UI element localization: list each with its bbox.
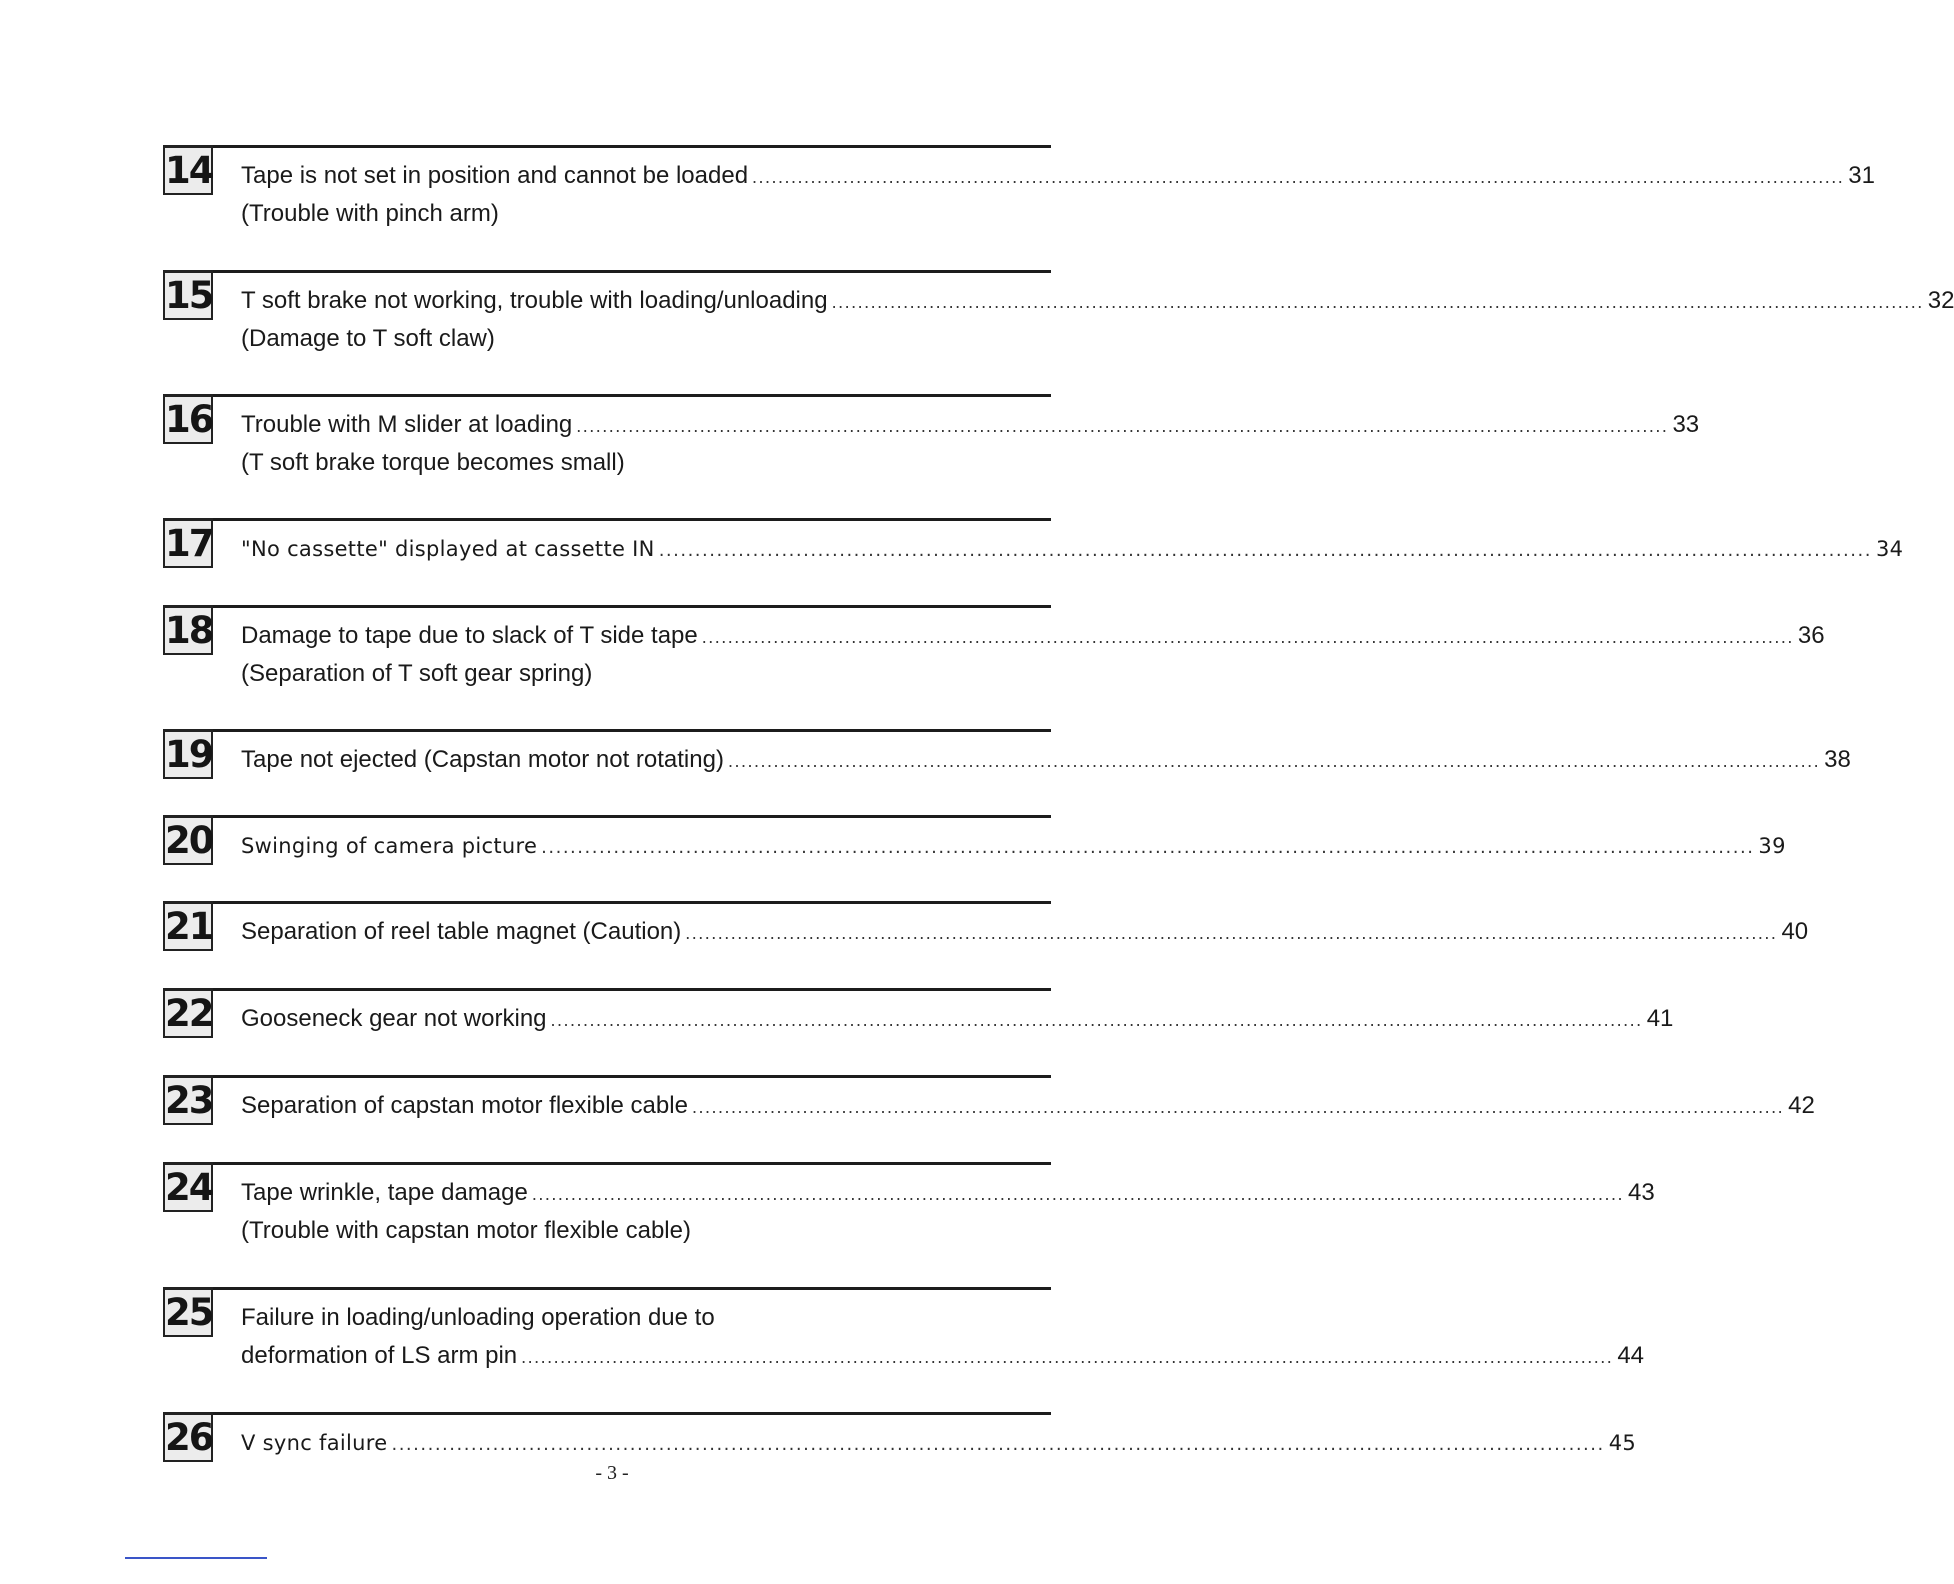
entry-title: Failure in loading/unloading operation due to — [241, 1304, 715, 1331]
entry-title: Damage to tape due to slack of T side tape — [241, 622, 698, 649]
section-number-box: 19 — [163, 729, 213, 779]
entry-page[interactable]: 43 — [1628, 1179, 1655, 1206]
entry-title: Separation of capstan motor flexible cable — [241, 1092, 688, 1119]
section-number-box: 23 — [163, 1075, 213, 1125]
entry-title: Trouble with M slider at loading — [241, 411, 573, 438]
dot-leader: ........................................................................................................................................................................ — [521, 1347, 1614, 1367]
entry-title: Swinging of camera picture — [241, 834, 538, 858]
entry-subtitle: (Trouble with pinch arm) — [241, 200, 499, 227]
entry-title: Tape wrinkle, tape damage — [241, 1179, 528, 1206]
entry-subtitle: (T soft brake torque becomes small) — [241, 449, 625, 476]
dot-leader: ........................................................................................................................................................................ — [727, 751, 1821, 771]
entry-page[interactable]: 31 — [1848, 162, 1875, 189]
entry-title-continued: deformation of LS arm pin — [241, 1342, 518, 1369]
entry-subtitle: (Damage to T soft claw) — [241, 325, 495, 352]
section-number-box: 24 — [163, 1162, 213, 1212]
section-number-box: 17 — [163, 518, 213, 568]
section-number-box: 22 — [163, 988, 213, 1038]
section-rule — [163, 518, 1051, 521]
page-number: - 3 - — [595, 1462, 629, 1484]
dot-leader: ........................................................................................................................................................................ — [541, 837, 1755, 858]
section-rule — [163, 145, 1051, 148]
dot-leader: ........................................................................................................................................................................ — [531, 1184, 1625, 1204]
dot-leader: ........................................................................................................................................................................ — [658, 540, 1872, 561]
entry-title: V sync failure — [241, 1431, 388, 1455]
section-rule — [163, 1162, 1051, 1165]
entry-page[interactable]: 39 — [1758, 834, 1786, 858]
section-rule — [163, 729, 1051, 732]
section-number-box: 26 — [163, 1412, 213, 1462]
dot-leader: ........................................................................................................................................................................ — [685, 923, 1778, 943]
section-rule — [163, 394, 1051, 397]
scan-edge-mark — [125, 1557, 267, 1559]
entry-title: "No cassette" displayed at cassette IN — [241, 537, 655, 561]
section-rule — [163, 1287, 1051, 1290]
entry-page[interactable]: 44 — [1617, 1342, 1645, 1369]
dot-leader: ........................................................................................................................................................................ — [391, 1434, 1605, 1455]
entry-title: Gooseneck gear not working — [241, 1005, 547, 1032]
entry-page[interactable]: 38 — [1824, 746, 1851, 773]
entry-subtitle: (Separation of T soft gear spring) — [241, 660, 593, 687]
section-number-box: 20 — [163, 815, 213, 865]
entry-title: T soft brake not working, trouble with loading/unloading — [241, 287, 828, 314]
entry-page[interactable]: 41 — [1646, 1005, 1674, 1032]
entry-page[interactable]: 34 — [1875, 537, 1904, 561]
entry-title: Tape not ejected (Capstan motor not rotating) — [241, 746, 724, 773]
entry-page[interactable]: 33 — [1672, 411, 1700, 438]
section-number-box: 14 — [163, 145, 213, 195]
entry-page[interactable]: 32 — [1927, 287, 1954, 314]
dot-leader: ........................................................................................................................................................................ — [691, 1097, 1785, 1117]
section-number-box: 21 — [163, 901, 213, 951]
section-number-box: 25 — [163, 1287, 213, 1337]
section-rule — [163, 901, 1051, 904]
section-rule — [163, 605, 1051, 608]
dot-leader: ........................................................................................................................................................................ — [576, 416, 1669, 436]
entry-title: Tape is not set in position and cannot be loaded — [241, 162, 749, 189]
section-rule — [163, 270, 1051, 273]
section-rule — [163, 1075, 1051, 1078]
entry-page[interactable]: 45 — [1608, 1431, 1637, 1455]
section-number-box: 18 — [163, 605, 213, 655]
dot-leader: ........................................................................................................................................................................ — [701, 627, 1794, 647]
section-rule — [163, 1412, 1051, 1415]
entry-subtitle: (Trouble with capstan motor flexible cable) — [241, 1217, 691, 1244]
entry-page[interactable]: 42 — [1788, 1092, 1815, 1119]
section-number-box: 15 — [163, 270, 213, 320]
entry-page[interactable]: 40 — [1781, 918, 1809, 945]
section-number-box: 16 — [163, 394, 213, 444]
entry-page[interactable]: 36 — [1797, 622, 1825, 649]
dot-leader: ........................................................................................................................................................................ — [752, 167, 1845, 187]
section-rule — [163, 815, 1051, 818]
entry-title: Separation of reel table magnet (Caution) — [241, 918, 682, 945]
dot-leader: ........................................................................................................................................................................ — [831, 292, 1924, 312]
section-rule — [163, 988, 1051, 991]
dot-leader: ........................................................................................................................................................................ — [550, 1010, 1643, 1030]
